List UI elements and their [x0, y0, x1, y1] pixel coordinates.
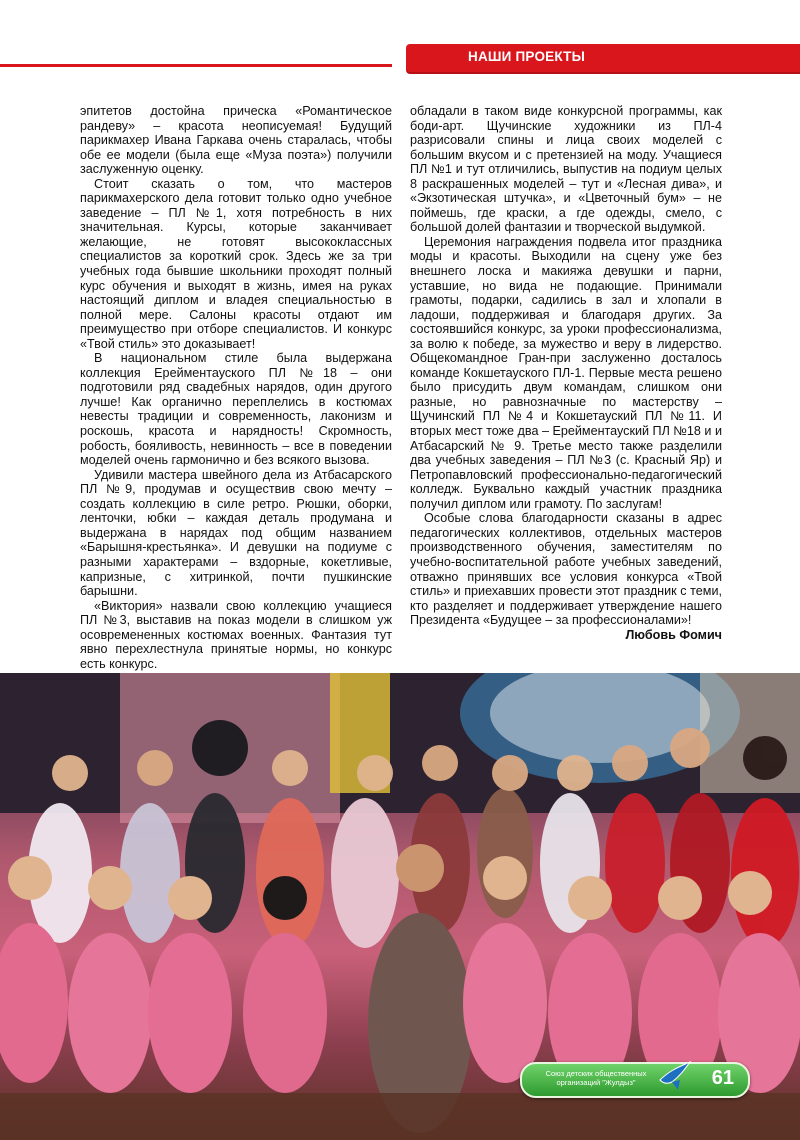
paragraph: эпитетов достойна прическа «Романтическое рандеву» – красота неописуемая! Будущий парикмахер Ивана Гаркава очень старалась, чтобы обе ее модели (была еще «Муза поэта») получили заслуженную оценку.	[80, 104, 392, 177]
section-label: НАШИ ПРОЕКТЫ	[468, 49, 585, 64]
header-rule	[0, 64, 392, 67]
article-right-column	[410, 104, 722, 642]
paragraph: В национальном стиле была выдержана коллекция Ерейментауского ПЛ №18 – они подготовили ряд свадебных нарядов, один другого лучше! Как органично переплелись в костюмах невесты традиции и современность, лаконизм и роскошь, красота и нарядность! Скромность, робость, бояливость, невинность – все в поведении моделей очень гармонично и без всякого вызова.	[80, 351, 392, 468]
paragraph: Церемония награждения подвела итог праздника моды и красоты. Выходили на сцену уже без внешнего лоска и макияжа девушки и парни, уставшие, но вида не подающие. Принимали грамоты, подарки, садились в зал и хлопали в ладоши, поддерживая и благодаря других. За состоявшийся конкурс, за уроки профессионализма, за волю к победе, за мужество и веру в лидерство. Общекомандное Гран-при заслуженно досталось команде Кокшетауского ПЛ-1. Первые места решено было присудить двум командам, слишком они разные, но равнозначные по мастерству – Щучинский ПЛ №4 и Кокшетауский ПЛ №11. И вторых мест тоже два – Ерейментауский ПЛ №18 и и Атбасарский № 9. Третье место также разделили два учебных заведения – ПЛ №3 (с. Красный Яр) и Петропавловский профессионально-педагогический колледж. Буквально каждый участник праздника получил диплом или грамоту. По заслугам!	[410, 234, 722, 511]
page-number: 61	[711, 1067, 734, 1089]
badge-org-name: Союз детских общественных организаций "Жулдыз"	[545, 1069, 647, 1087]
paragraph: Удивили мастера швейного дела из Атбасарского ПЛ №9, продумав и осуществив свою мечту – создать коллекцию в силе ретро. Рюшки, оборки, ленточки, юбки – каждая деталь продумана и выдержана в нарядах под общим названием «Барышня-крестьянка». И девушки на подиуме с разными характерами – вздорные, кокетливые, капризные, с хитринкой, почти пушкинские барышни.	[80, 467, 392, 599]
author-signature: Любовь Фомич	[625, 627, 722, 642]
section-header-tab	[406, 44, 800, 72]
paragraph: «Виктория» назвали свою коллекцию учащиеся ПЛ №3, выставив на показ модели в слишком уж осовремененных костюмах военных. Фантазия тут явно перехлестнула принятые нормы, но конкурс есть конкурс.	[80, 598, 392, 671]
paragraph: Стоит сказать о том, что мастеров парикмахерского дела готовит только одно учебное заведение – ПЛ №1, хотя потребность в них значительная. Курсы, которые заканчивает желающие, не готовят высококлассных специалистов за короткий срок. Здесь же за три учебных года бывшие школьники проходят полный курс обучения и выходят в жизнь, имея на руках настоящий диплом и владея специальностью в полной мере. Салоны красоты отдают им преимущество при отборе специалистов. И конкурс «Твой стиль» это доказывает!	[80, 176, 392, 351]
article-left-column	[80, 104, 392, 686]
page-number-badge	[520, 1062, 750, 1098]
paragraph: Особые слова благодарности сказаны в адрес педагогических коллективов, отдельных мастеров производственного обучения, заместителям по учебно-воспитательной работе учебных заведений, отважно принявших все условия конкурса «Твой стиль» и приехавших провести этот праздник с теми, кто разделяет и поддерживает утверждение нашего Президента «Будущее – за профессионалами»!	[410, 511, 722, 628]
paragraph: обладали в таком виде конкурсной программы, как боди-арт. Щучинские художники из ПЛ-4 разрисовали спины и лица своих моделей с большим вкусом и с претензией на моду. Учащиеся ПЛ №1 и тут отличились, выпустив на подиум целых 8 раскрашенных моделей – тут и «Лесная дива», и «Экзотическая штучка», и «Цветочный бум» – не поймешь, где краски, а где одежды, смело, с большой долей фантазии и творческой выдумкой.	[410, 104, 722, 235]
bird-logo-icon	[656, 1054, 696, 1094]
